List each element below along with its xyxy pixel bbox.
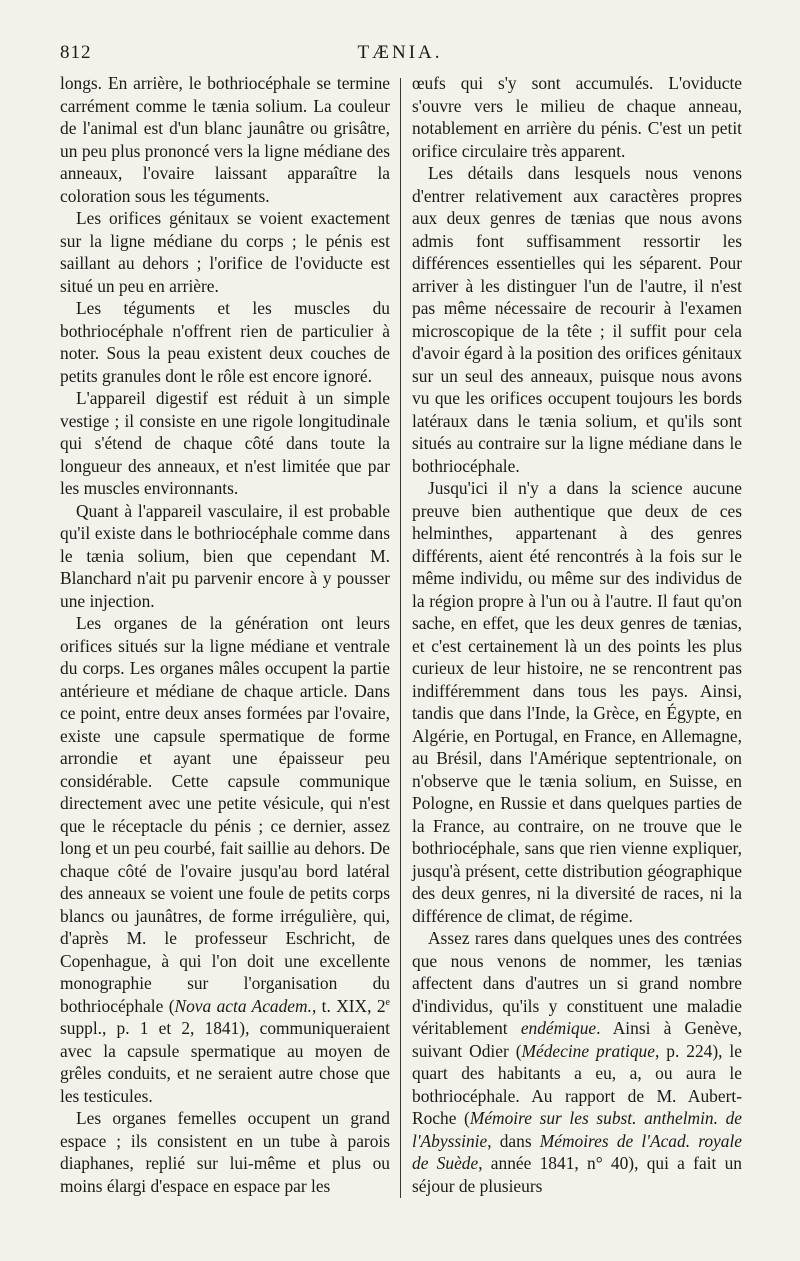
right-column	[412, 72, 742, 1197]
text-run: , p. 224), le quart des habitants a eu, a, ou aura le bothriocéphale. Au rapport de M. Aubert-Roche (	[412, 1040, 742, 1128]
paragraph: Les organes femelles occupent un grand espace ; ils consistent en un tube à parois diaphanes, replié sur lui-même et plus ou moins élargi d'espace en espace par les	[60, 1108, 390, 1196]
column-divider	[400, 78, 401, 1198]
text-run: suppl., p. 1 et 2, 1841), communiqueraient avec la capsule spermatique au moyen de grêles conduits, et ne seraient autre chose que les testicules.	[60, 1018, 390, 1106]
paragraph-continuation: longs. En arrière, le bothriocéphale se termine carrément comme le tænia solium. La couleur de l'animal est d'un blanc jaunâtre ou grisâtre, un peu plus prononcé vers la ligne médiane des anneaux, l'ovaire laissant apparaître la coloration sous les téguments.	[60, 73, 390, 206]
paragraph-continuation: œufs qui s'y sont accumulés. L'oviducte s'ouvre vers le milieu de chaque anneau, notablement en arrière du pénis. C'est un petit orifice circulaire très apparent.	[412, 73, 742, 161]
text-run: Les organes de la génération ont leurs orifices situés sur la ligne médiane et ventrale du corps. Les organes mâles occupent la partie antérieure et médiane de chaque article. Dans ce point, entre deux anses formées par l'ovaire, existe une capsule spermatique de forme arrondie et ayant une épaisseur peu considérable. Cette capsule communique directement avec une petite vésicule, qui n'est que le réceptacle du pénis ; ce dernier, assez long et un peu courbé, fait saillie au dehors. De chaque côté de l'ovaire jusqu'au bord latéral des anneaux se voient une foule de petits corps blancs ou jaunâtres, de forme irrégulière, qui, d'après M. le professeur Eschricht, de Copenhague, à qui l'on doit une excellente monographie sur l'organisation du bothriocéphale (	[60, 613, 390, 1016]
italic-text: endémique	[520, 1018, 597, 1038]
text-run: . Ainsi à Genève, suivant Odier (	[412, 1018, 742, 1061]
paragraph: Les détails dans lesquels nous venons d'entrer relativement aux caractères propres aux deux genres de tænias que nous avons admis font suffisamment ressortir les différences essentielles qui les séparent. Pour arriver à les distinguer l'un de l'autre, il n'est pas même nécessaire de recourir à l'examen microscopique de la tête ; il suffit pour cela d'avoir égard à la position des orifices génitaux sur un seul des anneaux, puisque nous avons vu que les orifices occupent toujours les bords latéraux dans le tænia solium, et qu'ils sont situés au contraire sur la ligne médiane dans le bothriocéphale.	[412, 163, 742, 476]
page-header	[60, 42, 740, 68]
italic-text: Médecine pratique	[521, 1040, 655, 1061]
page-number: 812	[60, 42, 92, 63]
left-column	[60, 72, 390, 1197]
text-run: , année 1841, n° 40), qui a fait un séjour de plusieurs	[412, 1153, 742, 1196]
italic-text: Mémoires de l'Acad. royale de Suède	[412, 1130, 742, 1173]
paragraph	[60, 612, 390, 1107]
text-run: , t. XIX, 2	[311, 995, 386, 1016]
paragraph	[412, 927, 742, 1197]
text-run: Assez rares dans quelques unes des contrées que nous venons de nommer, les tænias affectent dans d'autres un si grand nombre d'individus, qu'ils y constituent une maladie véritablement	[412, 928, 742, 1038]
running-title: TÆNIA.	[357, 42, 443, 63]
italic-text: Nova acta Academ.	[174, 995, 312, 1016]
paragraph: Quant à l'appareil vasculaire, il est probable qu'il existe dans le bothriocéphale comme dans le tænia solium, bien que cependant M. Blanchard n'ait pu parvenir encore à y pousser une injection.	[60, 500, 390, 611]
paragraph: Jusqu'ici il n'y a dans la science aucune preuve bien authentique que deux de ces helminthes, appartenant à des genres différents, aient été rencontrés à la fois sur le même individu, ou même sur des individus de la région propre à l'un ou à l'autre. Il faut qu'on sache, en effet, que les deux genres de tænias, et c'est certainement là un des points les plus curieux de leur histoire, ne se rencontrent pas indifféremment dans tous les pays. Ainsi, tandis que dans l'Inde, la Grèce, en Égypte, en Algérie, en Portugal, en France, en Allemagne, au Brésil, dans l'Amérique septentrionale, on n'observe que le tænia solium, en Suisse, en Pologne, en Russie et dans quelques parties de la France, au contraire, on ne trouve que le bothriocéphale, sans que rien vienne expliquer, jusqu'à présent, cette distribution géographique des deux genres, ni la diversité de races, ni la différence de climat, de régime.	[412, 478, 742, 926]
paragraph: Les téguments et les muscles du bothriocéphale n'offrent rien de particulier à noter. Sous la peau existent deux couches de petits granules dont le rôle est encore ignoré.	[60, 298, 390, 386]
paragraph: L'appareil digestif est réduit à un simple vestige ; il consiste en une rigole longitudinale qui s'étend de chaque côté dans toute la longueur des anneaux, et n'est limitée que par les muscles environnants.	[60, 388, 390, 498]
italic-text: Mémoire sur les subst. anthelmin. de l'Abyssinie	[412, 1108, 742, 1151]
paragraph: Les orifices génitaux se voient exactement sur la ligne médiane du corps ; le pénis est saillant au dehors ; l'orifice de l'oviducte est situé un peu en arrière.	[60, 208, 390, 296]
text-run: , dans	[487, 1130, 540, 1151]
superscript: e	[385, 996, 390, 1008]
